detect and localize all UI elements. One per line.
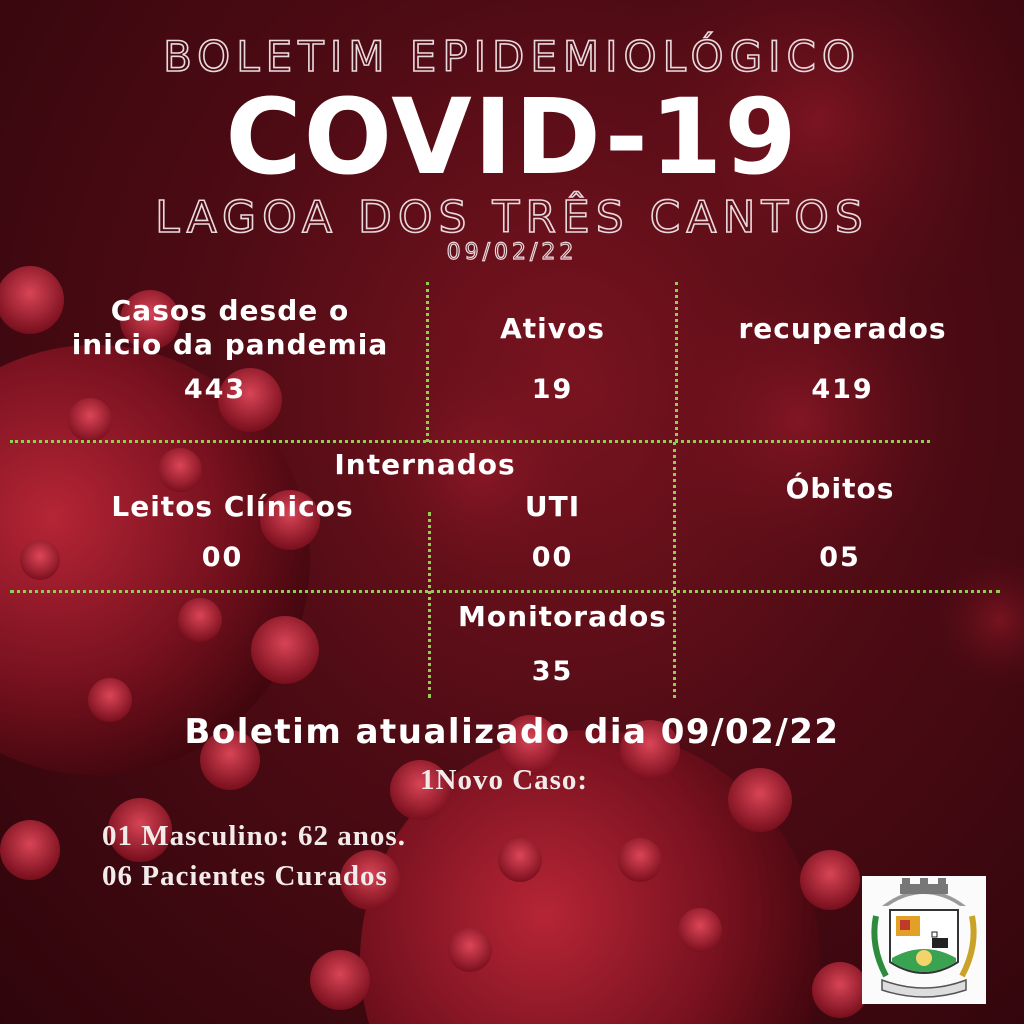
deaths-value: 05 bbox=[819, 542, 861, 573]
covid-title: COVID-19 bbox=[225, 76, 799, 198]
icu-label: UTI bbox=[524, 490, 581, 523]
recovered-value: 419 bbox=[811, 374, 874, 405]
header-date: 09/02/22 bbox=[446, 240, 578, 265]
monitored-label: Monitorados bbox=[458, 600, 667, 633]
cases-label bbox=[40, 294, 420, 361]
virus-icon bbox=[310, 715, 868, 1024]
updated-date: Boletim atualizado dia 09/02/22 bbox=[184, 712, 840, 752]
monitored-value: 35 bbox=[531, 656, 574, 687]
grid-divider bbox=[675, 282, 678, 442]
recovered-label: recuperados bbox=[738, 312, 947, 345]
cases-label-line2: inicio da pandemia bbox=[71, 327, 389, 361]
city-name: LAGOA DOS TRÊS CANTOS bbox=[155, 192, 869, 243]
hospitalized-label: Internados bbox=[334, 448, 516, 481]
cases-label-line1: Casos desde o bbox=[110, 294, 350, 327]
virus-icon bbox=[630, 250, 970, 590]
grid-divider bbox=[426, 282, 429, 442]
active-label: Ativos bbox=[500, 312, 605, 345]
cured-detail: 06 Pacientes Curados bbox=[102, 860, 388, 892]
municipal-emblem bbox=[862, 876, 986, 1004]
active-value: 19 bbox=[531, 374, 574, 405]
grid-divider bbox=[10, 590, 1000, 593]
deaths-label: Óbitos bbox=[785, 472, 895, 505]
coat-of-arms-icon bbox=[862, 876, 986, 1004]
case-detail: 01 Masculino: 62 anos. bbox=[102, 820, 406, 852]
clinical-beds-label: Leitos Clínicos bbox=[111, 490, 354, 523]
icu-value: 00 bbox=[531, 542, 574, 573]
new-case-heading: 1Novo Caso: bbox=[420, 764, 589, 796]
bulletin-heading: BOLETIM EPIDEMIOLÓGICO bbox=[163, 32, 861, 81]
clinical-beds-value: 00 bbox=[201, 542, 244, 573]
cases-value: 443 bbox=[183, 374, 247, 405]
grid-divider bbox=[10, 440, 930, 443]
